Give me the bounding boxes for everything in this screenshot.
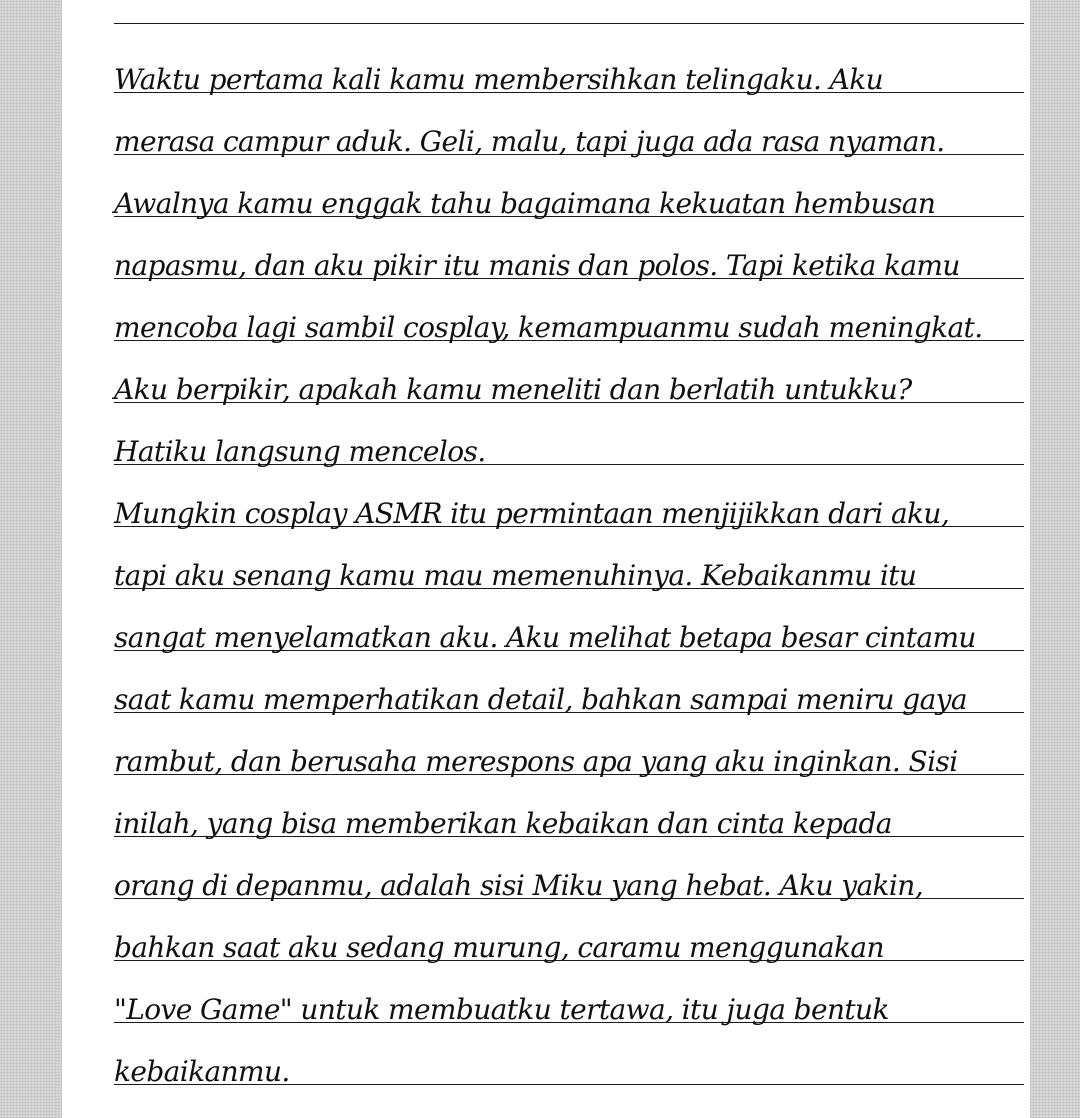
text-line-content: Mungkin cosplay ASMR itu permintaan menjijikkan dari aku, bbox=[114, 497, 950, 530]
text-line-content: orang di depanmu, adalah sisi Miku yang hebat. Aku yakin, bbox=[114, 869, 923, 902]
text-line bbox=[114, 465, 1024, 530]
top-rule-line bbox=[114, 23, 1024, 24]
text-line-content: tapi aku senang kamu mau memenuhinya. Kebaikanmu itu bbox=[114, 559, 917, 592]
text-line-content: Hatiku langsung mencelos. bbox=[114, 435, 486, 468]
text-line bbox=[114, 899, 1024, 964]
text-line bbox=[114, 527, 1024, 592]
text-line bbox=[114, 589, 1024, 654]
text-line-content: bahkan saat aku sedang murung, caramu menggunakan bbox=[114, 931, 884, 964]
text-line-content: rambut, dan berusaha merespons apa yang aku inginkan. Sisi bbox=[114, 745, 958, 778]
text-line bbox=[114, 961, 1024, 1026]
text-line bbox=[114, 341, 1024, 406]
text-line-content: kebaikanmu. bbox=[114, 1055, 290, 1088]
text-line bbox=[114, 1023, 1024, 1088]
text-line bbox=[114, 155, 1024, 220]
text-line-content: inilah, yang bisa memberikan kebaikan dan cinta kepada bbox=[114, 807, 892, 840]
lined-paper-page bbox=[62, 0, 1030, 1118]
text-line bbox=[114, 837, 1024, 902]
text-line bbox=[114, 403, 1024, 468]
text-line bbox=[114, 31, 1024, 96]
text-line bbox=[114, 217, 1024, 282]
text-line-content: napasmu, dan aku pikir itu manis dan polos. Tapi ketika kamu bbox=[114, 249, 960, 282]
text-line bbox=[114, 713, 1024, 778]
text-line-content: saat kamu memperhatikan detail, bahkan sampai meniru gaya bbox=[114, 683, 967, 716]
text-line-content: mencoba lagi sambil cosplay, kemampuanmu sudah meningkat. bbox=[114, 311, 983, 344]
text-line-content: merasa campur aduk. Geli, malu, tapi juga ada rasa nyaman. bbox=[114, 125, 945, 158]
text-line bbox=[114, 775, 1024, 840]
text-line bbox=[114, 279, 1024, 344]
text-line bbox=[114, 93, 1024, 158]
text-line-content: sangat menyelamatkan aku. Aku melihat betapa besar cintamu bbox=[114, 621, 976, 654]
text-line-content: Waktu pertama kali kamu membersihkan telingaku. Aku bbox=[114, 63, 884, 96]
handwritten-text-block bbox=[114, 31, 1034, 1088]
text-line bbox=[114, 651, 1024, 716]
text-line-content: Aku berpikir, apakah kamu meneliti dan berlatih untukku? bbox=[114, 373, 912, 406]
text-line-content: Awalnya kamu enggak tahu bagaimana kekuatan hembusan bbox=[114, 187, 936, 220]
text-line-content: "Love Game" untuk membuatku tertawa, itu juga bentuk bbox=[114, 993, 889, 1026]
